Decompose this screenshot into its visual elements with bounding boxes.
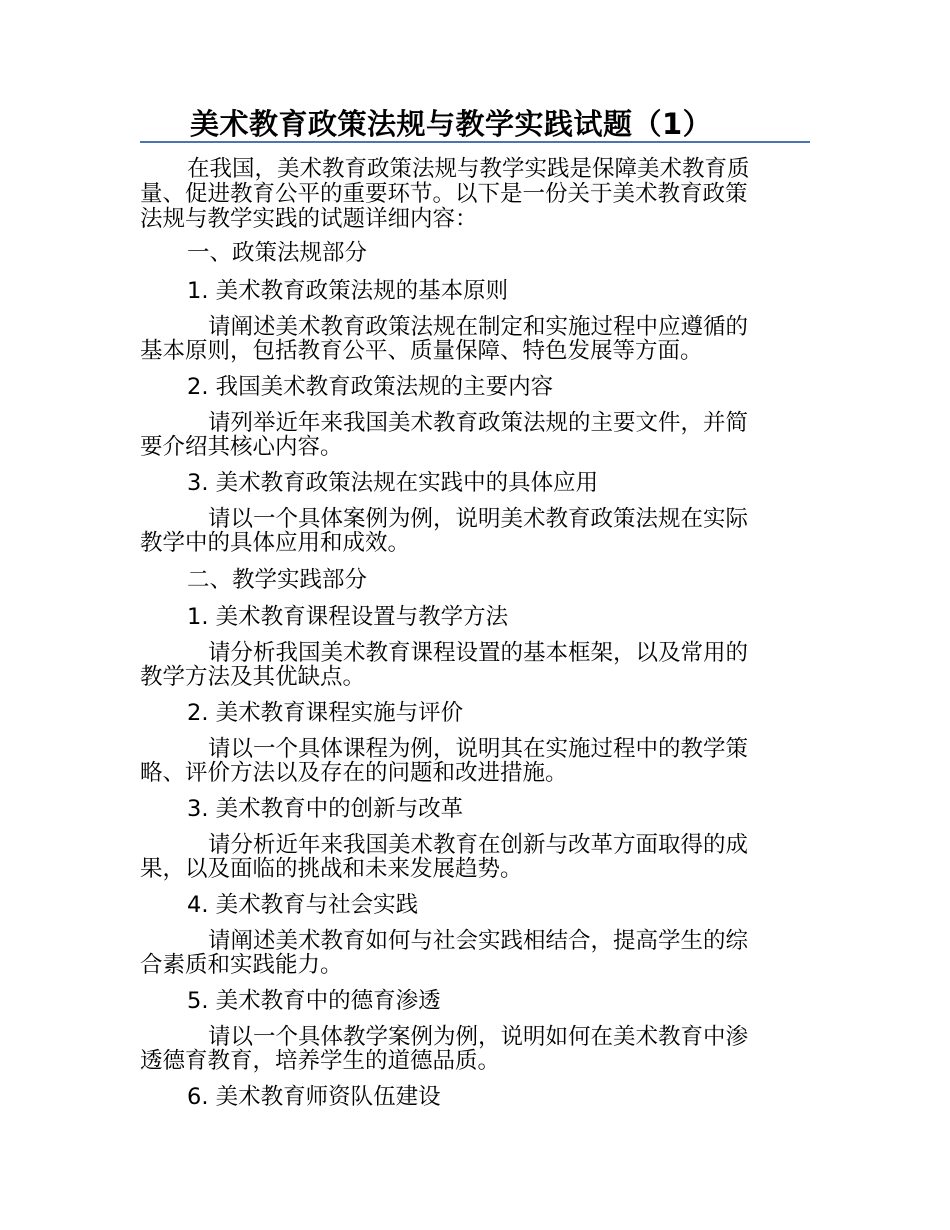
item-question <box>140 738 748 785</box>
question-line-2: 略、评价方法以及存在的问题和改进措施。 <box>140 760 568 786</box>
question-line-2: 透德育教育，培养学生的道德品质。 <box>140 1048 501 1074</box>
question-line-1: 请分析我国美术教育课程设置的基本框架，以及常用的 <box>208 640 749 666</box>
item-heading: 4. 美术教育与社会实践 <box>187 892 419 918</box>
intro-line-2: 量、促进教育公平的重要环节。以下是一份关于美术教育政策 <box>140 181 748 207</box>
intro-line-3: 法规与教学实践的试题详细内容： <box>140 206 478 232</box>
item-question <box>140 834 748 881</box>
item-question <box>140 508 748 555</box>
intro-paragraph <box>140 157 750 232</box>
item-heading: 5. 美术教育中的德育渗透 <box>187 988 441 1014</box>
question-line-1: 请以一个具体案例为例，说明美术教育政策法规在实际 <box>208 506 749 532</box>
question-line-1: 请列举近年来我国美术教育政策法规的主要文件，并简 <box>208 410 749 436</box>
question-line-2: 基本原则，包括教育公平、质量保障、特色发展等方面。 <box>140 338 703 364</box>
question-line-2: 教学中的具体应用和成效。 <box>140 530 411 556</box>
item-question <box>140 316 748 363</box>
item-heading: 1. 美术教育政策法规的基本原则 <box>187 278 509 304</box>
item-heading: 3. 美术教育政策法规在实践中的具体应用 <box>187 470 599 496</box>
page-title: 美术教育政策法规与教学实践试题（1） <box>190 107 713 141</box>
item-question <box>140 1026 748 1073</box>
title-underline <box>140 141 810 143</box>
question-line-2: 教学方法及其优缺点。 <box>140 664 366 690</box>
question-line-1: 请阐述美术教育政策法规在制定和实施过程中应遵循的 <box>208 314 749 340</box>
item-heading: 6. 美术教育师资队伍建设 <box>187 1084 441 1110</box>
question-line-1: 请以一个具体教学案例为例，说明如何在美术教育中渗 <box>208 1024 749 1050</box>
question-line-2: 要介绍其核心内容。 <box>140 434 343 460</box>
question-line-1: 请阐述美术教育如何与社会实践相结合，提高学生的综 <box>208 928 749 954</box>
question-line-2: 合素质和实践能力。 <box>140 952 343 978</box>
title-block <box>140 104 810 144</box>
question-line-1: 请分析近年来我国美术教育在创新与改革方面取得的成 <box>208 832 749 858</box>
item-question <box>140 930 748 977</box>
item-heading: 3. 美术教育中的创新与改革 <box>187 796 464 822</box>
section-heading-policy: 一、政策法规部分 <box>187 240 368 266</box>
item-heading: 2. 美术教育课程实施与评价 <box>187 700 464 726</box>
item-question <box>140 642 748 689</box>
item-heading: 2. 我国美术教育政策法规的主要内容 <box>187 374 554 400</box>
question-line-1: 请以一个具体课程为例，说明其在实施过程中的教学策 <box>208 736 749 762</box>
question-line-2: 果，以及面临的挑战和未来发展趋势。 <box>140 856 523 882</box>
intro-line-1: 在我国，美术教育政策法规与教学实践是保障美术教育质 <box>187 156 750 182</box>
item-heading: 1. 美术教育课程设置与教学方法 <box>187 604 509 630</box>
section-heading-practice: 二、教学实践部分 <box>187 567 368 593</box>
item-question <box>140 412 748 459</box>
